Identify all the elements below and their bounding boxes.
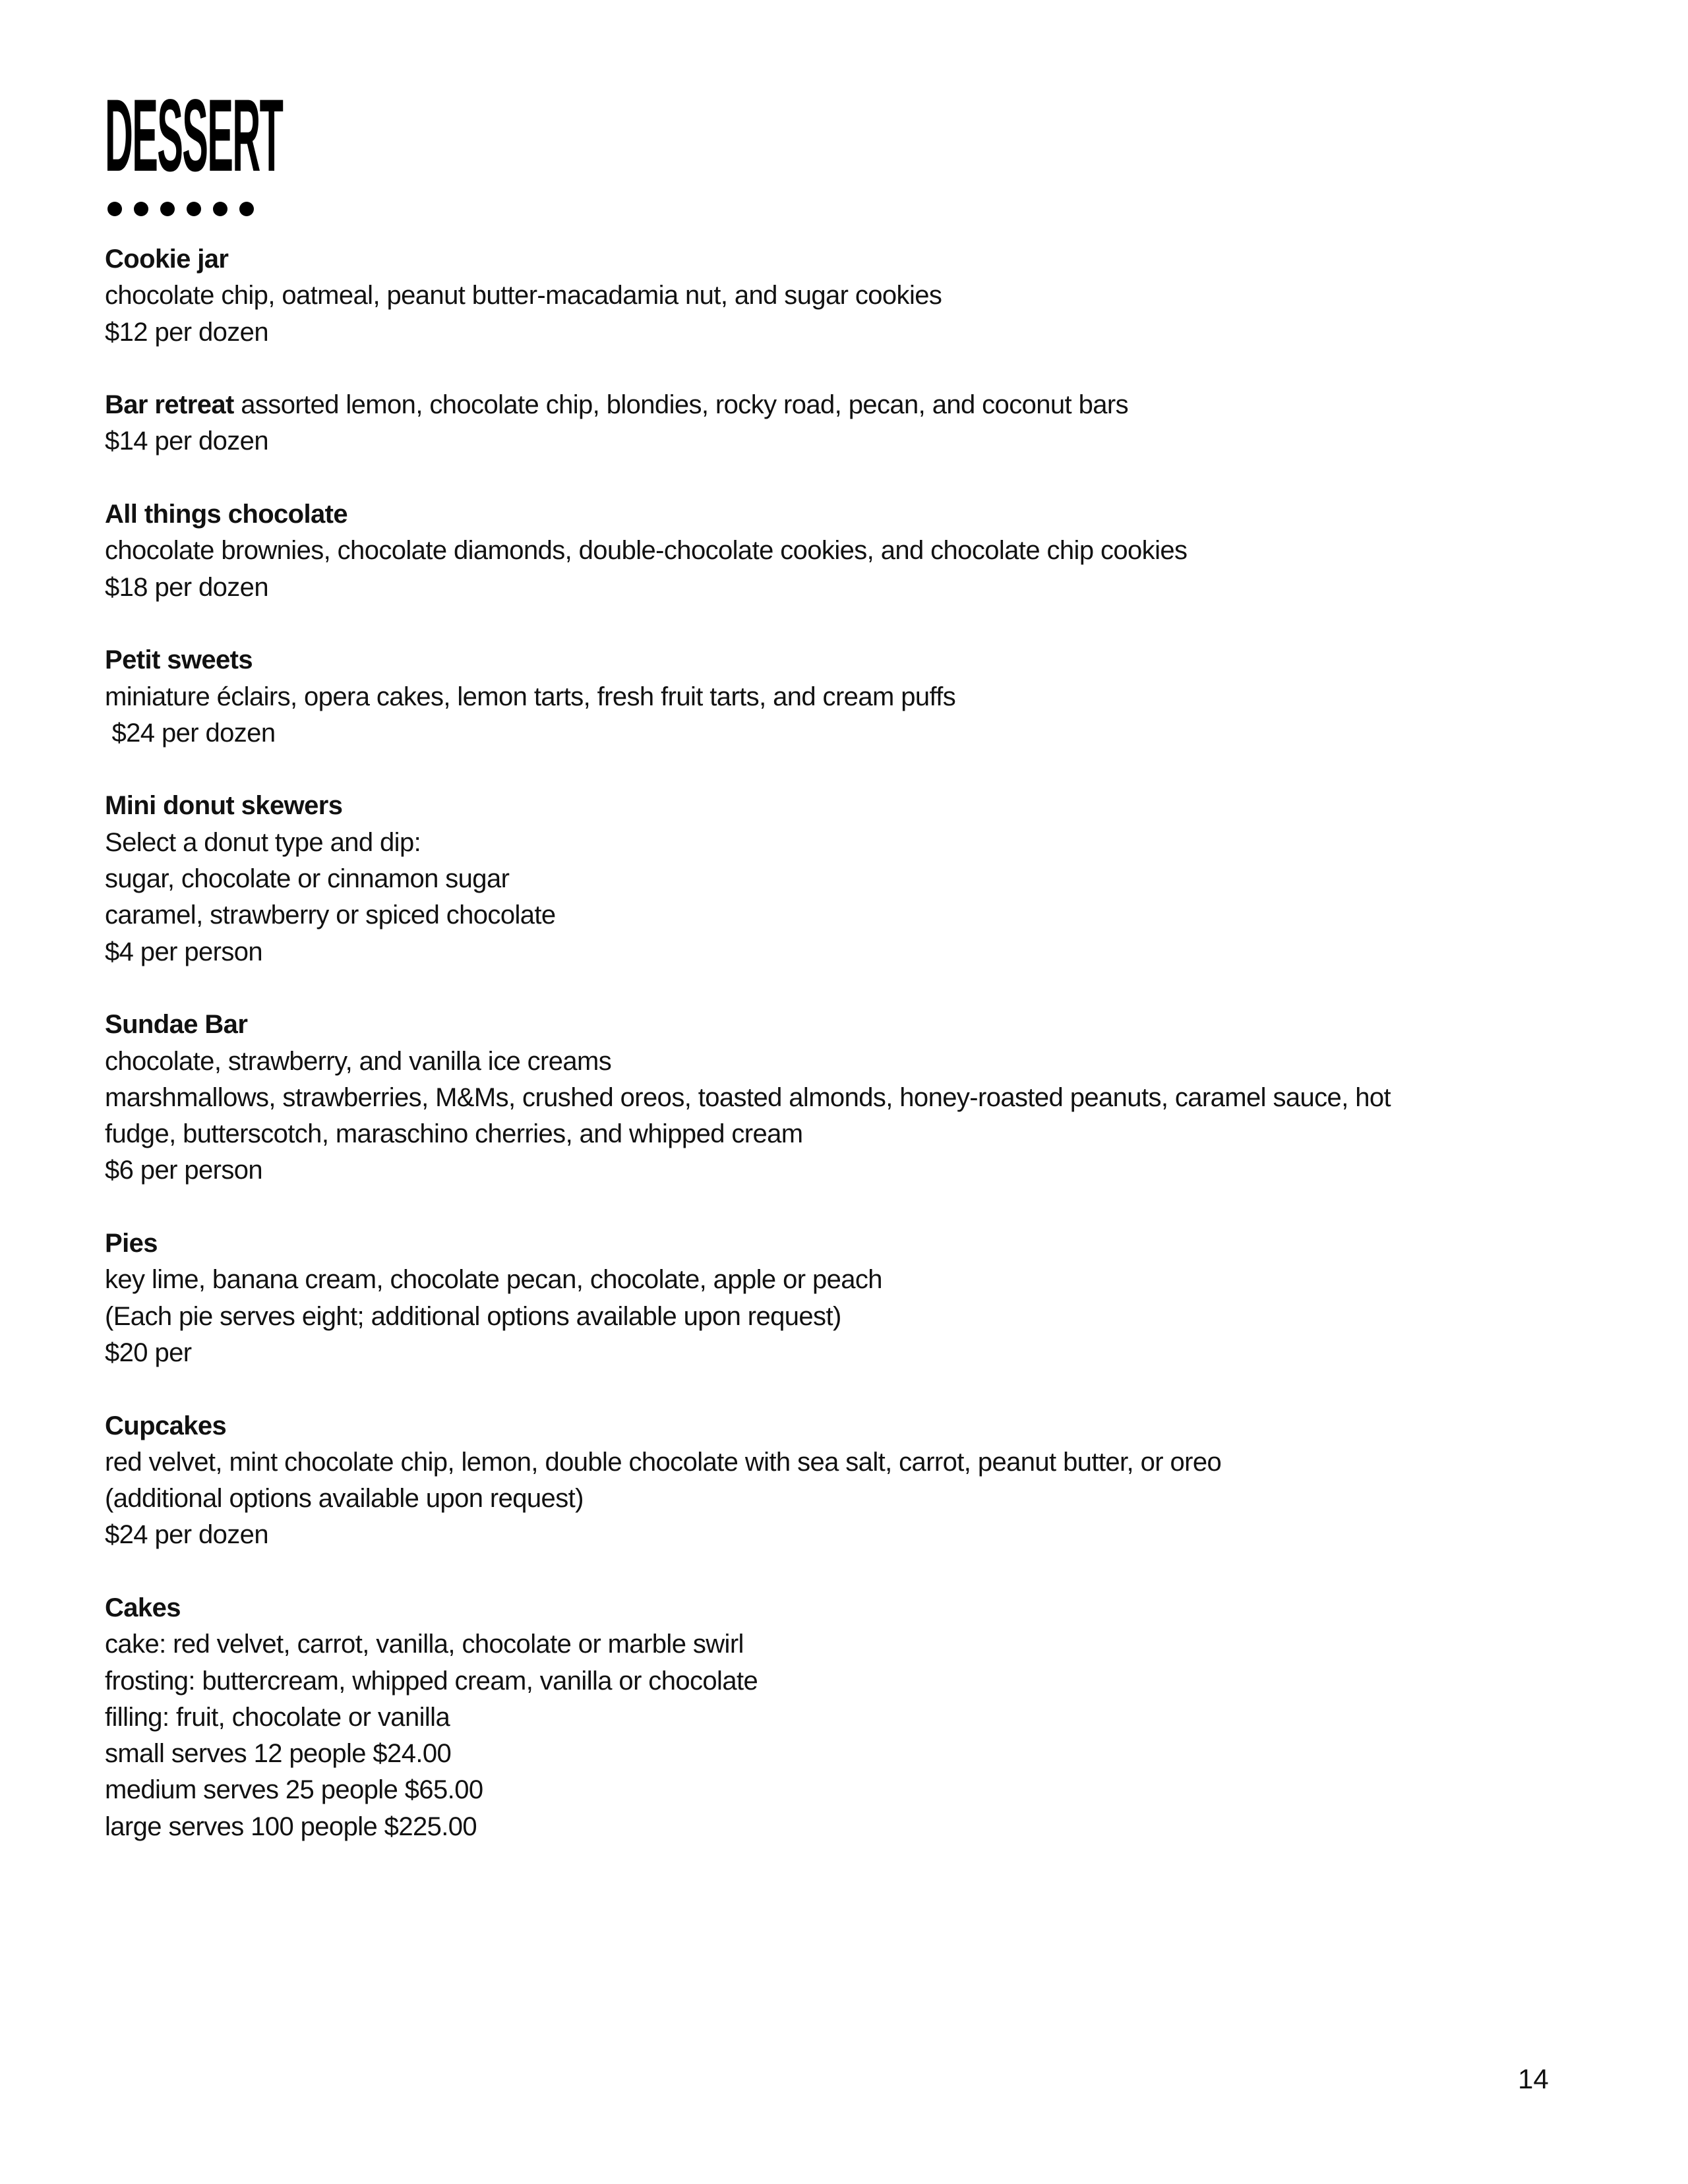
menu-item	[105, 1007, 1621, 1189]
menu-item-price: $24 per dozen	[105, 1520, 268, 1550]
menu-item-heading	[105, 1007, 1621, 1043]
dessert-menu	[105, 241, 1621, 1881]
menu-item-description: chocolate, strawberry, and vanilla ice creams	[105, 1046, 612, 1076]
menu-item-price: large serves 100 people $225.00	[105, 1812, 477, 1841]
menu-item-price: medium serves 25 people $65.00	[105, 1775, 483, 1805]
menu-item-description: fudge, butterscotch, maraschino cherries, and whipped cream	[105, 1119, 803, 1149]
menu-item-price: $6 per person	[105, 1156, 263, 1185]
menu-item-title: Cookie jar	[105, 245, 229, 274]
dot-divider	[107, 202, 254, 216]
menu-item-description: caramel, strawberry or spiced chocolate	[105, 900, 556, 930]
menu-item-inline-description: assorted lemon, chocolate chip, blondies, rocky road, pecan, and coconut bars	[233, 390, 1128, 420]
menu-item-heading	[105, 241, 1621, 278]
menu-item-title: Cakes	[105, 1593, 181, 1622]
menu-item-heading	[105, 788, 1621, 824]
bullet-dot-icon	[134, 202, 148, 216]
menu-item-description: filling: fruit, chocolate or vanilla	[105, 1702, 450, 1732]
bullet-dot-icon	[107, 202, 122, 216]
menu-item-heading	[105, 1225, 1621, 1262]
menu-item	[105, 1590, 1621, 1845]
menu-item-title: Cupcakes	[105, 1411, 227, 1440]
menu-item-title: Petit sweets	[105, 645, 253, 675]
menu-item-description: chocolate brownies, chocolate diamonds, double-chocolate cookies, and chocolate chip cookies	[105, 536, 1188, 566]
menu-item-description: (Each pie serves eight; additional options available upon request)	[105, 1301, 841, 1331]
bullet-dot-icon	[239, 202, 254, 216]
menu-item-title: Pies	[105, 1229, 158, 1258]
menu-item-title: Sundae Bar	[105, 1010, 248, 1040]
menu-item	[105, 496, 1621, 606]
menu-item	[105, 387, 1621, 460]
bullet-dot-icon	[160, 202, 175, 216]
bullet-dot-icon	[187, 202, 201, 216]
menu-item	[105, 241, 1621, 351]
menu-item-description: (additional options available upon request)	[105, 1484, 584, 1514]
page-number: 14	[1518, 2063, 1549, 2094]
menu-item	[105, 1408, 1621, 1554]
menu-item-description: chocolate chip, oatmeal, peanut butter-macadamia nut, and sugar cookies	[105, 281, 942, 310]
menu-item-description: sugar, chocolate or cinnamon sugar	[105, 864, 510, 894]
menu-item-description: Select a donut type and dip:	[105, 827, 421, 857]
bullet-dot-icon	[213, 202, 227, 216]
menu-item-price: small serves 12 people $24.00	[105, 1739, 452, 1769]
menu-item	[105, 788, 1621, 970]
menu-item-heading	[105, 642, 1621, 678]
menu-item-heading	[105, 1590, 1621, 1626]
menu-item-heading	[105, 1408, 1621, 1444]
menu-item-description: marshmallows, strawberries, M&Ms, crushed oreos, toasted almonds, honey-roasted peanuts, caramel sauce, hot	[105, 1082, 1391, 1112]
menu-item-price: $20 per	[105, 1338, 192, 1367]
menu-item	[105, 642, 1621, 752]
menu-item	[105, 1225, 1621, 1371]
menu-item-description: miniature éclairs, opera cakes, lemon tarts, fresh fruit tarts, and cream puffs	[105, 682, 956, 711]
menu-item-description: frosting: buttercream, whipped cream, vanilla or chocolate	[105, 1666, 758, 1696]
menu-item-description: key lime, banana cream, chocolate pecan, chocolate, apple or peach	[105, 1265, 882, 1295]
menu-item-title: All things chocolate	[105, 500, 348, 529]
menu-item-price: $14 per dozen	[105, 427, 268, 456]
menu-item-description: cake: red velvet, carrot, vanilla, chocolate or marble swirl	[105, 1630, 744, 1659]
menu-item-title: Bar retreat	[105, 390, 234, 420]
menu-item-description: red velvet, mint chocolate chip, lemon, double chocolate with sea salt, carrot, peanut butter, or oreo	[105, 1447, 1222, 1477]
menu-item-title: Mini donut skewers	[105, 791, 343, 821]
menu-item-heading	[105, 387, 1621, 423]
page-title: DESSERT	[105, 78, 283, 193]
menu-item-price: $24 per dozen	[105, 718, 276, 748]
menu-item-heading	[105, 496, 1621, 533]
menu-item-price: $4 per person	[105, 937, 263, 966]
menu-item-price: $12 per dozen	[105, 317, 268, 347]
menu-item-price: $18 per dozen	[105, 572, 268, 602]
